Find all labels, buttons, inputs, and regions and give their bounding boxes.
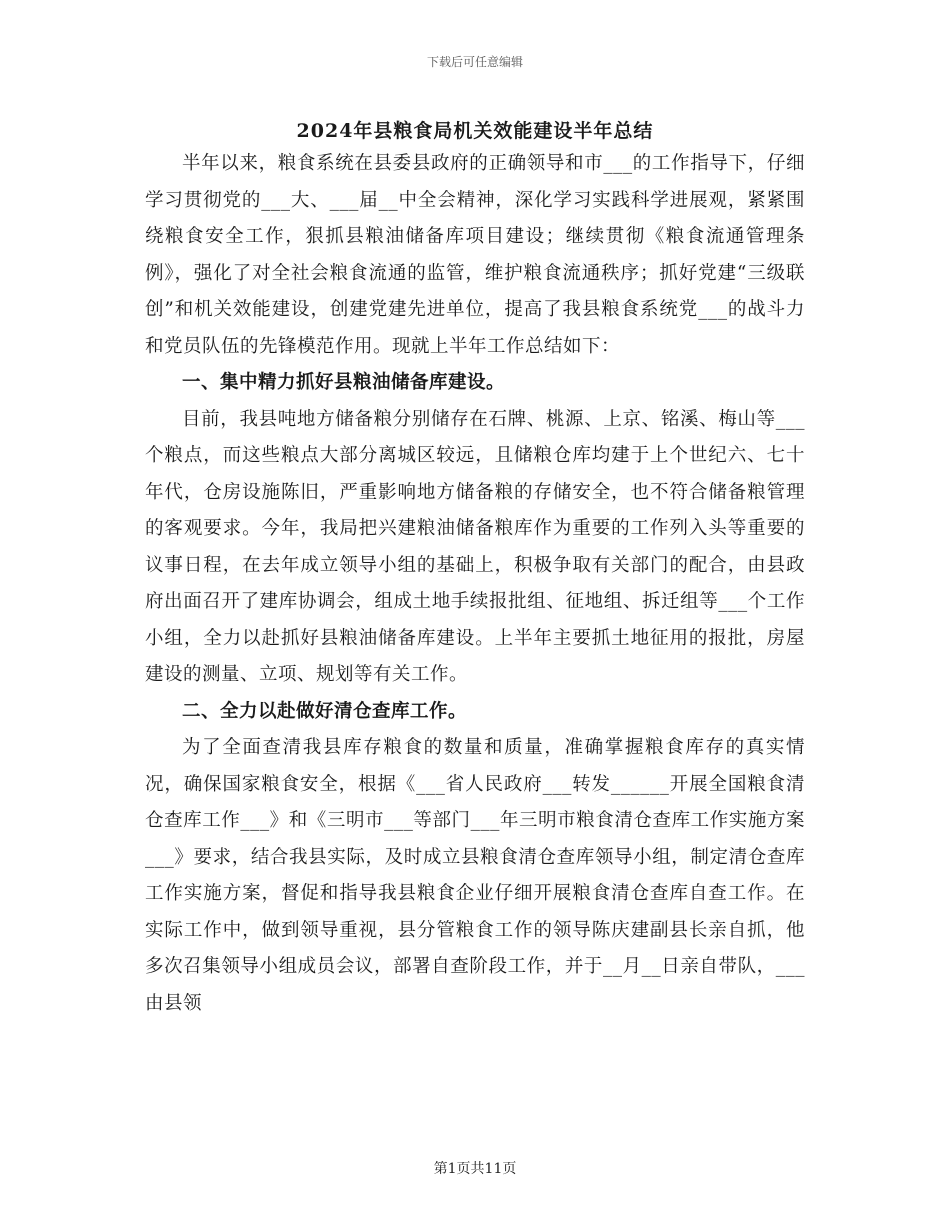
page-footer: 第1页共11页 [433,1161,517,1177]
paragraph-section-2: 为了全面查清我县库存粮食的数量和质量，准确掌握粮食库存的真实情况，确保国家粮食安全，根据《___省人民政府___转发______开展全国粮食清仓查库工作___》和《三明市___等部门___年三明市粮食清仓查库工作实施方案___》要求，结合我县实际，及时成立县粮食清仓查库领导小组，制定清仓查库工作实施方案，督促和指导我县粮食企业仔细开展粮食清仓查库自查工作。在实际工作中，做到领导重视，县分管粮食工作的领导陈庆建副县长亲自抓，他多次召集领导小组成员会议，部署自查阶段工作，并于__月__日亲自带队，___由县领 [145,737,805,1014]
paragraph-section-1: 目前，我县吨地方储备粮分别储存在石牌、桃源、上京、铭溪、梅山等___个粮点，而这些粮点大部分离城区较远，且储粮仓库均建于上个世纪六、七十年代，仓房设施陈旧，严重影响地方储备粮的存储安全，也不符合储备粮管理的客观要求。今年，我局把兴建粮油储备粮库作为重要的工作列入头等重要的议事日程，在去年成立领导小组的基础上，积极争取有关部门的配合，由县政府出面召开了建库协调会，组成土地手续报批组、征地组、拆迁组等___个工作小组，全力以赴抓好县粮油储备库建设。上半年主要抓土地征用的报批，房屋建设的测量、立项、规划等有关工作。 [145,408,805,685]
section-heading-1: 一、集中精力抓好县粮油储备库建设。 [182,372,506,393]
header-note: 下载后可任意编辑 [426,55,523,69]
section-heading-2: 二、全力以赴做好清仓查库工作。 [182,700,468,722]
paragraph-intro: 半年以来，粮食系统在县委县政府的正确领导和市___的工作指导下，仔细学习贯彻党的___大、___届__中全会精神，深化学习实践科学进展观，紧紧围绕粮食安全工作，狠抓县粮油储备库项目建设；继续贯彻《粮食流通管理条例》，强化了对全社会粮食流通的监管，维护粮食流通秩序；抓好党建“三级联创”和机关效能建设，创建党建先进单位，提高了我县粮食系统党___的战斗力和党员队伍的先锋模范作用。现就上半年工作总结如下： [145,153,805,357]
document-title: 2024年县粮食局机关效能建设半年总结 [296,120,654,142]
document-body [145,146,805,1022]
